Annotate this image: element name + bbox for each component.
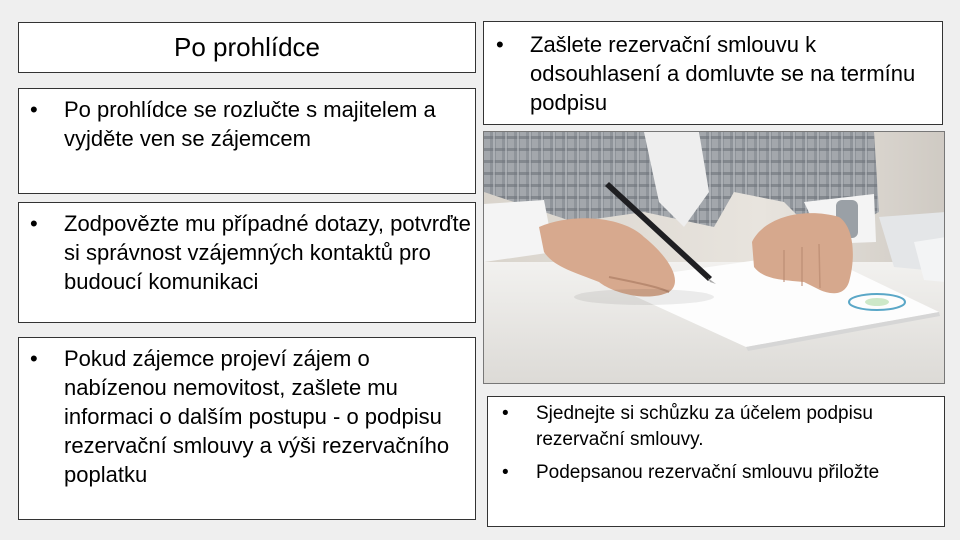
top-right-box (483, 21, 943, 125)
bullet-list (19, 344, 475, 489)
signing-photo (483, 131, 945, 384)
slide-title-box (18, 22, 476, 73)
bullet-item: • Zodpovězte mu případné dotazy, potvrďte si správnost vzájemných kontaktů pro budoucí komunikaci (19, 209, 475, 296)
bullet-item: • Zašlete rezervační smlouvu k odsouhlasení a domluvte se na termínu podpisu (484, 30, 942, 117)
bottom-right-box (487, 396, 945, 527)
signing-photo-illustration (484, 132, 945, 384)
bullet-item: • Podepsanou rezervační smlouvu přiložte (488, 460, 944, 486)
left-box-3 (18, 337, 476, 520)
bullet-item: • Po prohlídce se rozlučte s majitelem a vyjděte ven se zájemcem (19, 95, 475, 153)
left-box-1 (18, 88, 476, 194)
left-box-2 (18, 202, 476, 323)
bullet-list (484, 30, 942, 117)
slide-title: Po prohlídce (174, 32, 320, 62)
bullet-list (488, 401, 944, 486)
bullet-item: • Pokud zájemce projeví zájem o nabízenou nemovitost, zašlete mu informaci o dalším postupu - o podpisu rezervační smlouvy a výši rezervačního poplatku (19, 344, 475, 489)
bullet-item: • Sjednejte si schůzku za účelem podpisu rezervační smlouvy. (488, 401, 944, 453)
bullet-list (19, 209, 475, 296)
bullet-list (19, 95, 475, 153)
